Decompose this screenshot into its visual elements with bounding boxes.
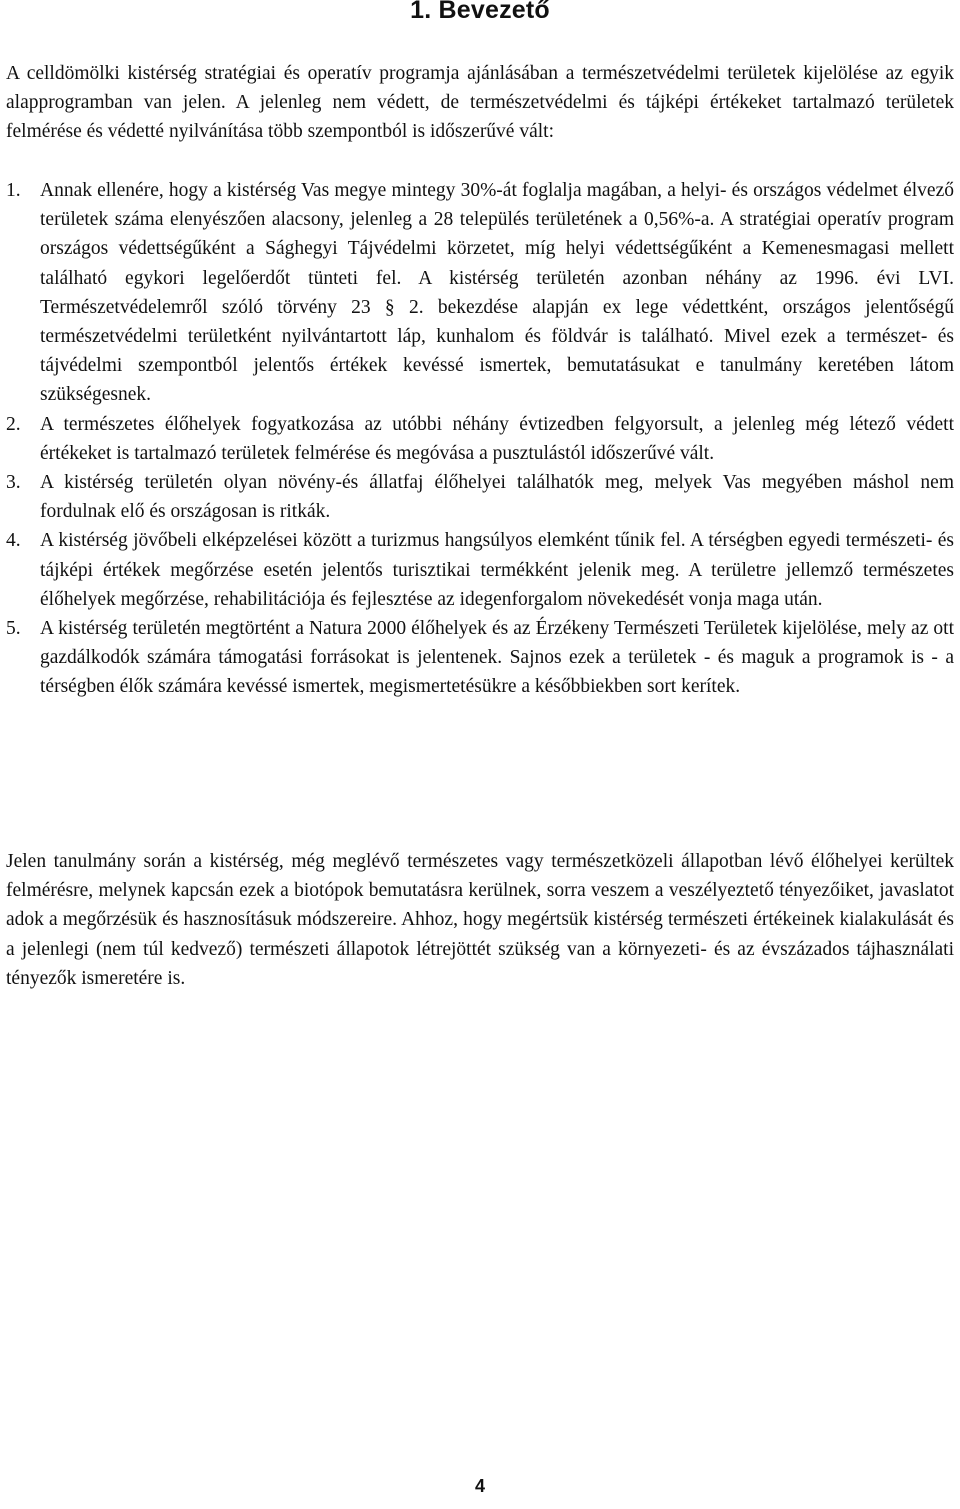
list-item-number: 5.: [6, 618, 21, 640]
reasons-list: [6, 176, 954, 702]
list-item-text: A kistérség területén olyan növény-és állatfaj élőhelyei találhatók meg, melyek Vas megyében máshol nem fordulnak elő és országosan is ritkák.: [40, 472, 954, 523]
list-item-text: A kistérség jövőbeli elképzelései között a turizmus hangsúlyos elemként tűnik fel. A térségben egyedi természeti- és tájképi értékek megőrzése esetén jelentős turisztikai termékként jelenik meg. A területre jellemző természetes élőhelyek megőrzése, rehabilitációja és fejlesztése az idegenforgalom növekedését vonja maga után.: [40, 530, 954, 610]
list-item-text: A természetes élőhelyek fogyatkozása az utóbbi néhány évtizedben felgyorsult, a jelenleg még létező védett értékeket is tartalmazó területek felmérése és megóvása a pusztulástól időszerűvé vált.: [40, 413, 954, 464]
list-item: [6, 614, 954, 702]
list-item-number: 3.: [6, 472, 21, 494]
list-item-number: 4.: [6, 530, 21, 552]
list-item-number: 1.: [6, 180, 21, 201]
list-item-number: 2.: [6, 413, 21, 435]
list-item: [6, 410, 954, 468]
closing-paragraph: Jelen tanulmány során a kistérség, még meglévő természetes vagy természetközeli állapotban lévő élőhelyei kerültek felmérésre, melynek kapcsán ezek a biotópok bemutatásra kerülnek, sorra veszem a veszélyeztető tényezőiket, javaslatot adok a megőrzésük és hasznosításuk módszereire. Ahhoz, hogy megértsük kistérség természeti értékeinek kialakulását és a jelenlegi (nem túl kedvező) természeti állapotok létrejöttét szükség van a környezeti- és az évszázados tájhasználati tényezők ismeretére is.: [6, 851, 954, 989]
list-item: [6, 176, 954, 410]
page-title: 1. Bevezető: [410, 0, 550, 24]
list-item-text: Annak ellenére, hogy a kistérség Vas megye mintegy 30%-át foglalja magában, a helyi- és országos védelmet élvező területek száma elenyészően alacsony, jelenleg a 28 település területének a 0,56%-a. A stratégiai operatív program országos védettségűként a Sághegyi Tájvédelmi körzetet, míg helyi védettségűként a Kemenesmagasi mellett található egykori legelőerdőt tünteti fel. A kistérség területén azonban néhány az 1996. évi LVI. Természetvédelemről szóló törvény 23 § 2. bekezdése alapján ex lege védettként, országos jelentőségű természetvédelmi területként nyilvántartott láp, kunhalom és földvár is található. Mivel ezek a természet- és tájvédelmi szempontból jelentős értékek kevéssé ismertek, bemutatásukat e tanulmány keretében látom szükségesnek.: [40, 180, 954, 406]
page-number: 4: [474, 1476, 485, 1496]
intro-paragraph: A celldömölki kistérség stratégiai és operatív programja ajánlásában a természetvédelmi területek kijelölése az egyik alapprogramban van jelen. A jelenleg nem védett, de természetvédelmi és tájképi értékeket tartalmazó területek felmérése és védetté nyilvánítása több szempontból is időszerűvé vált:: [6, 63, 954, 143]
list-item-text: A kistérség területén megtörtént a Natura 2000 élőhelyek és az Érzékeny Természeti Területek kijelölése, mely az ott gazdálkodók számára támogatási forrásokat is jelentenek. Sajnos ezek a területek - és maguk a programok is - a térségben élők számára kevéssé ismertek, megismertetésükre a későbbiekben sort kerítek.: [40, 618, 954, 698]
list-item: [6, 468, 954, 526]
list-item: [6, 526, 954, 614]
